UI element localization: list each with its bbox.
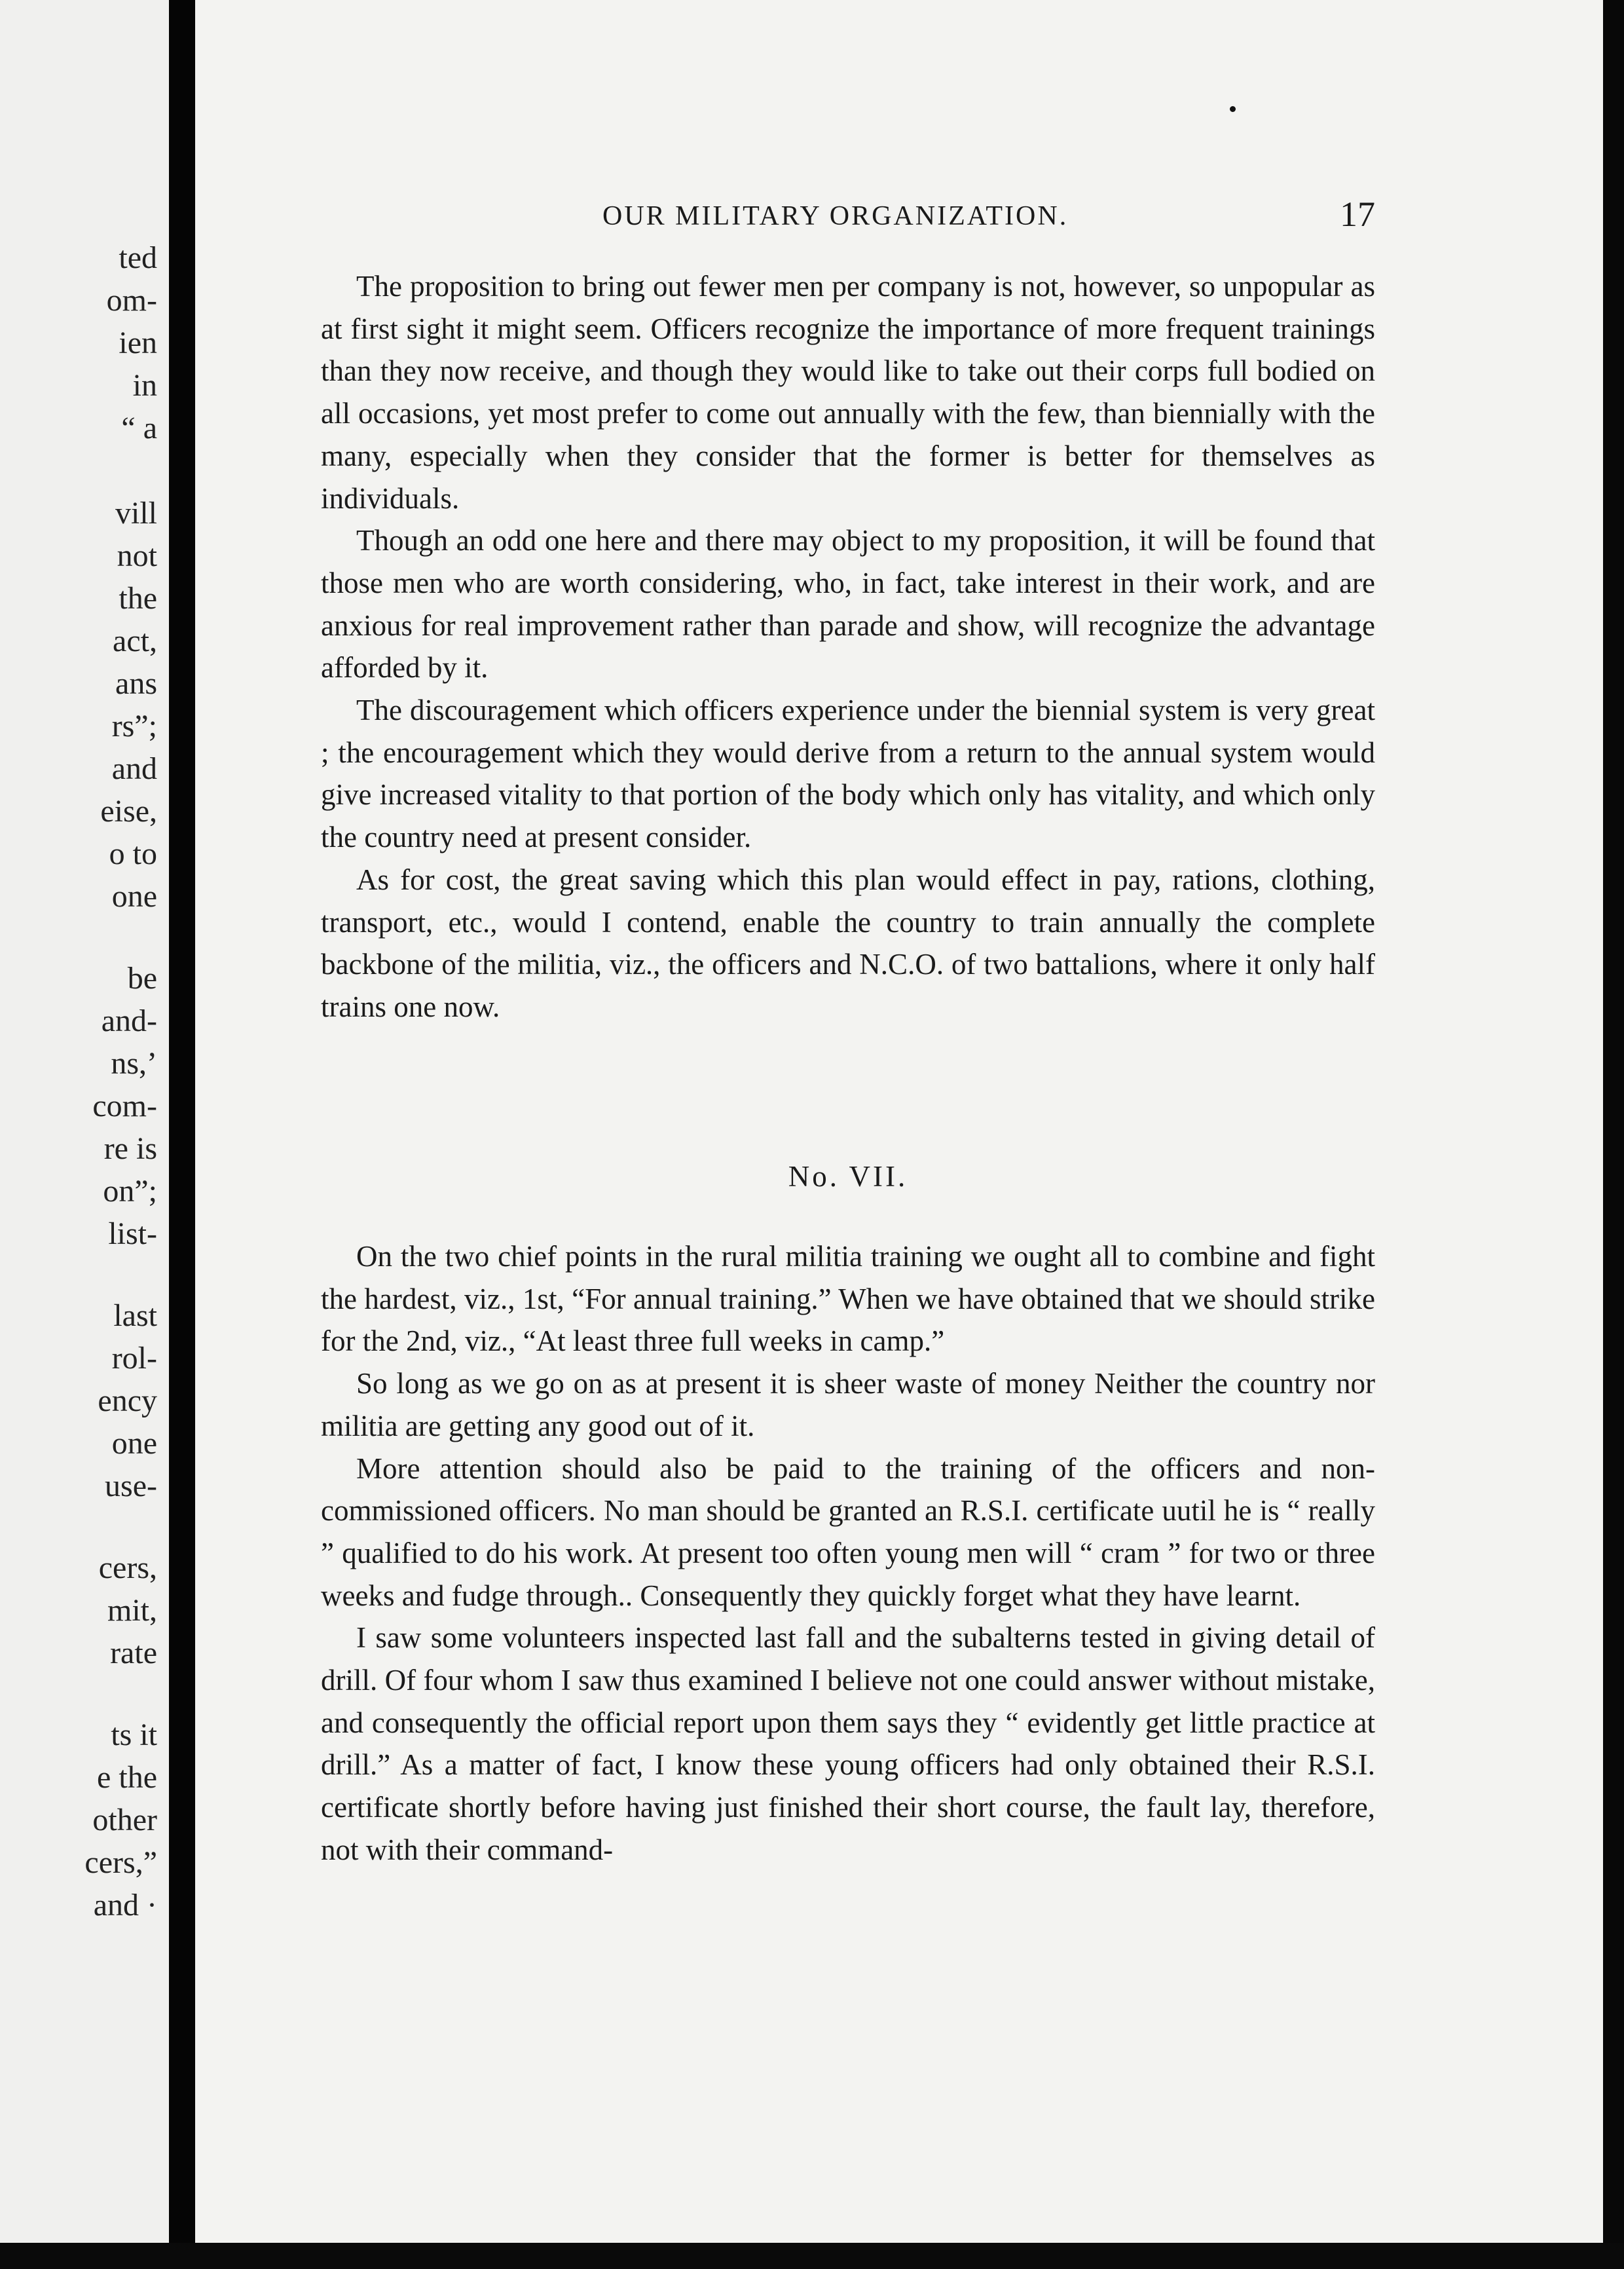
facing-page-fragment: ien (119, 326, 157, 360)
facing-page-fragment: ans (115, 666, 157, 701)
page-number: 17 (1340, 195, 1375, 234)
paragraph: More attention should also be paid to the training of the officers and non-commissioned officers. No man should be granted an R.S.I. certificate uutil he is “ really ” qualified to do his work. At present too often young men will “ cram ” for two or three weeks and fudge through.. Consequently they quickly forget what they have learnt. (321, 1452, 1375, 1612)
facing-page-fragment: one (111, 1426, 157, 1461)
page-edge-shadow (1603, 0, 1624, 2269)
facing-page-fragment: use- (105, 1469, 157, 1503)
facing-page-fragment: list- (108, 1216, 157, 1251)
facing-page-fragment: eise, (100, 794, 157, 829)
facing-page-fragment: and · (93, 1888, 157, 1922)
facing-page-fragment: vill (115, 496, 157, 531)
facing-page-fragment: ns,’ (111, 1046, 157, 1081)
facing-page-fragment: ted (119, 240, 157, 275)
facing-page-fragment: other (92, 1803, 157, 1837)
facing-page-fragment: rs”; (111, 709, 157, 743)
paragraph: The proposition to bring out fewer men per company is not, however, so unpopular as at first sight it might seem. Officers recognize the importance of more frequent trainings than they now receive, and though they would like to take out their corps full bodied on all occasions, yet most prefer to come out annually with the few, than biennially with the many, especially when they consider that the former is better for themselves as individuals. (321, 270, 1375, 515)
facing-page-fragment: ts it (111, 1717, 157, 1752)
facing-page-fragment: and (111, 751, 157, 786)
facing-page-fragment: on”; (103, 1174, 157, 1209)
facing-page-fragment: in (132, 368, 157, 403)
facing-page-fragment: and- (101, 1003, 157, 1038)
scan-speck (1230, 106, 1236, 112)
facing-page-fragment: the (119, 581, 157, 616)
paragraph: The discouragement which officers experience under the biennial system is very great ; the encouragement which they would derive from a return to the annual system would give increased vitality to that portion of the body which only has vitality, and which only the country need at present consider. (321, 694, 1375, 854)
facing-page-fragment: ency (98, 1383, 157, 1418)
facing-page-fragment: last (113, 1298, 157, 1333)
paragraph: So long as we go on as at present it is sheer waste of money Neither the country nor militia are getting any good out of it. (321, 1367, 1375, 1442)
facing-page-fragment: not (117, 538, 157, 573)
facing-page-fragment: rate (110, 1636, 157, 1670)
body-text-top (321, 265, 1375, 1028)
paragraph: Though an odd one here and there may object to my proposition, it will be found that those men who are worth considering, who, in fact, take interest in their work, and are anxious for real improvement rather than parade and show, will recognize the advantage afforded by it. (321, 524, 1375, 684)
facing-page-fragment: rol- (111, 1341, 157, 1376)
facing-page-fragment: one (111, 879, 157, 914)
facing-page-fragment: be (127, 961, 157, 996)
facing-page-fragment: o to (109, 836, 157, 871)
paragraph: I saw some volunteers inspected last fall and the subalterns tested in giving detail of drill. Of four whom I saw thus examined I believe not one could answer without mistake, and consequently the official report upon them says they “ evidently get little practice at drill.” As a matter of fact, I know these young officers had only obtained their R.S.I. certificate shortly before having just finished their short course, the fault lay, therefore, not with their command- (321, 1621, 1375, 1866)
facing-page-fragment: re is (103, 1131, 157, 1166)
section-heading: No. VII. (788, 1160, 908, 1193)
book-gutter (169, 0, 195, 2269)
facing-page-fragment: om- (106, 283, 157, 318)
facing-page-fragment: mit, (107, 1593, 157, 1628)
body-text-bottom (321, 1235, 1375, 1871)
facing-page-strip (0, 0, 169, 2269)
facing-page-fragment: “ a (121, 411, 157, 445)
running-head: OUR MILITARY ORGANIZATION. (602, 201, 1069, 231)
facing-page-fragment: cers,” (84, 1845, 157, 1880)
scan-bottom-edge (0, 2243, 1624, 2269)
paragraph: On the two chief points in the rural militia training we ought all to combine and fight the hardest, viz., 1st, “For annual training.” When we have obtained that we should strike for the 2nd, viz., “At least three full weeks in camp.” (321, 1240, 1375, 1358)
facing-page-fragment: act, (113, 624, 157, 658)
paragraph: As for cost, the great saving which this plan would effect in pay, rations, clothing, transport, etc., would I contend, enable the country to train annually the complete backbone of the militia, viz., the officers and N.C.O. of two battalions, where it only half trains one now. (321, 863, 1375, 1023)
facing-page-fragment: e the (97, 1760, 157, 1795)
facing-page-fragment: cers, (98, 1550, 157, 1585)
facing-page-fragment: com- (92, 1089, 157, 1123)
